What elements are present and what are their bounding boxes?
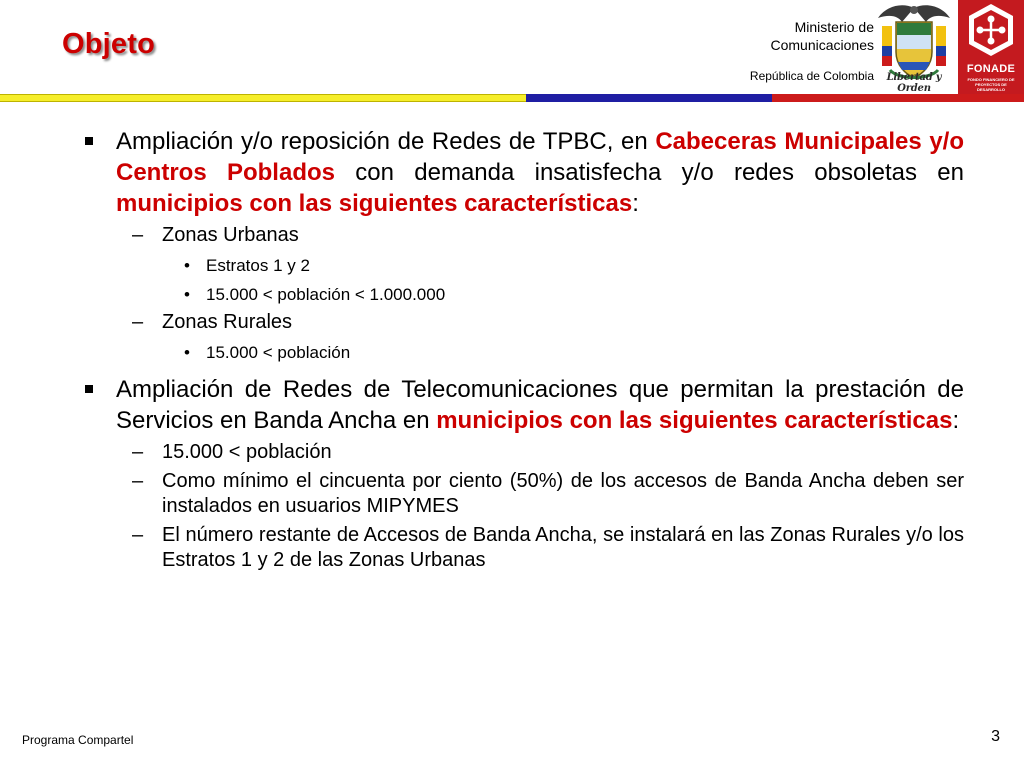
- ministry-name-line1: Ministerio de: [794, 19, 874, 35]
- bullet-1-text-c: :: [632, 190, 639, 217]
- sub-bullet-poblacion: [80, 440, 964, 465]
- sub-sub-bullet-text: Estratos 1 y 2: [206, 256, 310, 275]
- sub-bullet-zonas-urbanas: [80, 223, 964, 248]
- sub-sub-bullet: [80, 342, 964, 364]
- bullet-1: [80, 126, 964, 219]
- sub-bullet-text: Zonas Urbanas: [162, 224, 299, 246]
- sub-sub-bullet: [80, 284, 964, 306]
- slide-content: [80, 126, 964, 573]
- sub-bullet-text: Zonas Rurales: [162, 311, 293, 333]
- header-rule-yellow: [0, 94, 526, 102]
- sub-sub-bullet-text: 15.000 < población < 1.000.000: [206, 285, 446, 304]
- dash-bullet-icon: –: [132, 470, 144, 492]
- header-rule-red: [772, 94, 1024, 102]
- sub-bullet-mipymes: [80, 469, 964, 519]
- bullet-1-highlight-a: Cabeceras Municipales y/o Centros Poblados: [116, 128, 965, 186]
- square-bullet-icon: [85, 385, 93, 393]
- sub-bullet-text: El número restante de Accesos de Banda Ancha, se instalará en las Zonas Rurales y/o los Estratos 1 y 2 de las Zonas Urbanas: [162, 524, 964, 571]
- sub-bullet-accesos-restantes: [80, 523, 964, 573]
- bullet-2: [80, 374, 964, 436]
- colombia-coat-of-arms: [872, 0, 956, 96]
- slide-title: Objeto: [62, 28, 156, 60]
- bullet-2-text-b: :: [952, 407, 960, 434]
- square-bullet-icon: [85, 137, 93, 145]
- fonade-logo: [958, 0, 1024, 95]
- ministry-block: [624, 18, 874, 83]
- dash-bullet-icon: –: [132, 311, 144, 333]
- dot-bullet-icon: •: [184, 343, 190, 362]
- sub-sub-bullet: [80, 255, 964, 277]
- fonade-name: FONADE: [966, 63, 1016, 75]
- page-number: 3: [991, 728, 1000, 745]
- dot-bullet-icon: •: [184, 256, 190, 275]
- dash-bullet-icon: –: [132, 524, 144, 546]
- dot-bullet-icon: •: [184, 285, 190, 304]
- dash-bullet-icon: –: [132, 441, 144, 463]
- fonade-subtitle: FONDO FINANCIERO DE PROYECTOS DE DESARROLLO: [967, 77, 1015, 92]
- footer-program-name: Programa Compartel: [22, 733, 134, 747]
- bullet-1-text-b: con demanda insatisfecha y/o redes obsoletas en: [334, 159, 965, 186]
- sub-bullet-text: Como mínimo el cincuenta por ciento (50%) de los accesos de Banda Ancha deben ser instalados en usuarios MIPYMES: [162, 470, 964, 517]
- fonade-emblem-icon: [958, 0, 1024, 62]
- dash-bullet-icon: –: [132, 224, 144, 246]
- sub-bullet-zonas-rurales: [80, 310, 964, 335]
- sub-sub-bullet-text: 15.000 < población: [206, 343, 351, 362]
- republic-label: República de Colombia: [749, 69, 874, 83]
- coat-motto: Libertad y Orden: [886, 72, 942, 94]
- ministry-name-line2: Comunicaciones: [770, 37, 874, 53]
- header-rule-blue: [526, 94, 772, 102]
- bullet-2-highlight-a: municipios con las siguientes características: [436, 407, 953, 434]
- bullet-1-highlight-b: municipios con las siguientes características: [116, 190, 633, 217]
- sub-bullet-text: 15.000 < población: [162, 441, 332, 463]
- bullet-2-text-a: Ampliación de Redes de Telecomunicaciones que permitan la prestación de Servicios en Banda Ancha en: [116, 376, 964, 434]
- bullet-1-text-a: Ampliación y/o reposición de Redes de TPBC, en: [116, 128, 656, 155]
